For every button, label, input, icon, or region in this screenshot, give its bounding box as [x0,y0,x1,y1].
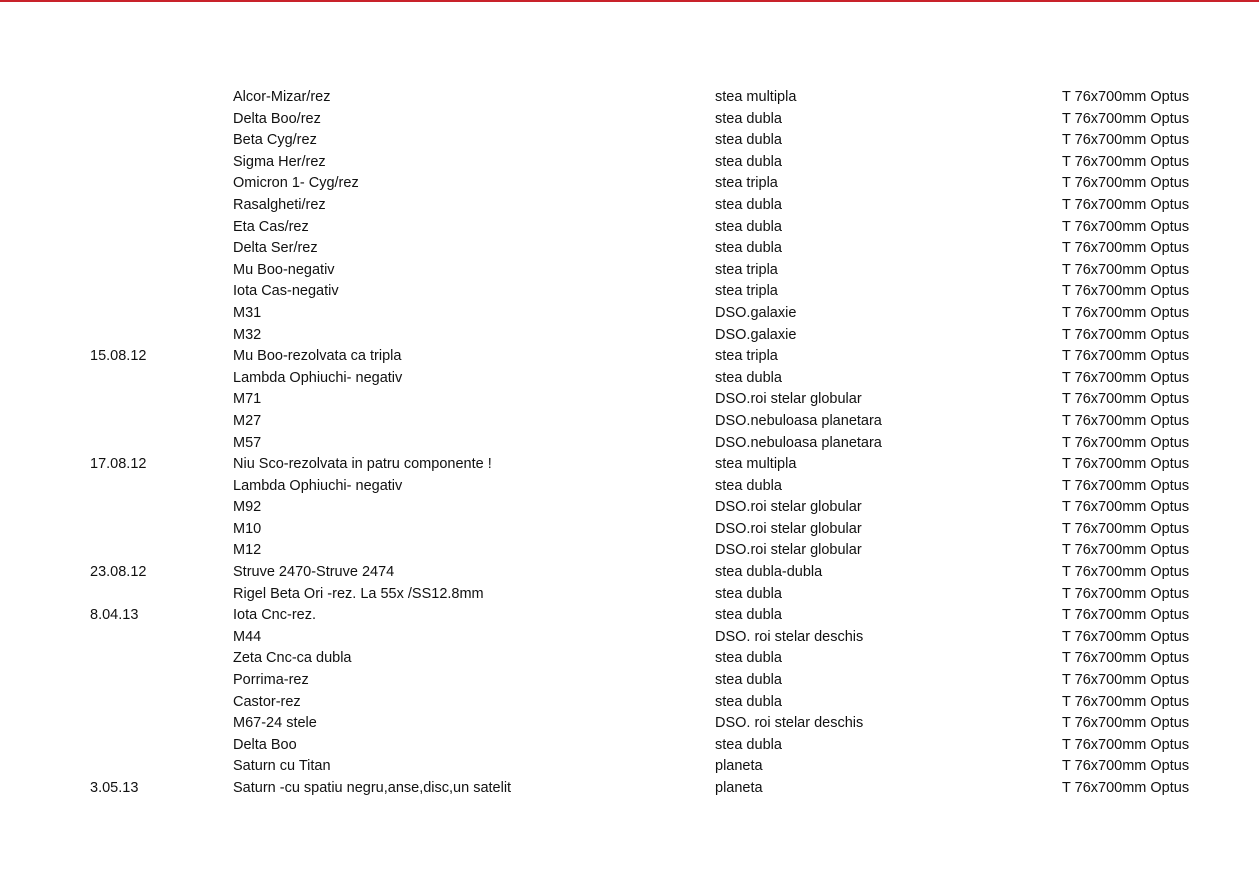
object-cell: Delta Boo/rez [233,110,321,127]
table-row [0,562,1259,584]
table-row [0,627,1259,649]
object-cell: Lambda Ophiuchi- negativ [233,369,403,386]
type-cell: stea tripla [715,175,778,192]
table-row [0,670,1259,692]
instrument-cell: T 76x700mm Optus [1062,218,1190,235]
object-cell: Omicron 1- Cyg/rez [233,175,359,192]
object-cell: Rigel Beta Ori -rez. La 55x /SS12.8mm [233,585,484,602]
table-row [0,476,1259,498]
top-border-line [0,0,1259,2]
table-row [0,152,1259,174]
table-row [0,368,1259,390]
type-cell: DSO.roi stelar globular [715,391,862,408]
type-cell: DSO. roi stelar deschis [715,715,864,732]
type-cell: planeta [715,758,763,775]
object-cell: Eta Cas/rez [233,218,309,235]
date-cell: 17.08.12 [90,456,147,473]
object-cell: Saturn -cu spatiu negru,anse,disc,un satelit [233,780,512,796]
instrument-cell: T 76x700mm Optus [1062,304,1190,321]
object-cell: Iota Cnc-rez. [233,607,316,624]
type-cell: DSO.galaxie [715,326,797,343]
instrument-cell: T 76x700mm Optus [1062,175,1190,192]
instrument-cell: T 76x700mm Optus [1062,326,1190,343]
type-cell: stea dubla [715,218,782,235]
table-row [0,87,1259,109]
instrument-cell: T 76x700mm Optus [1062,391,1190,408]
instrument-cell: T 76x700mm Optus [1062,153,1190,170]
object-cell: Struve 2470-Struve 2474 [233,564,395,581]
type-cell: stea multipla [715,89,797,105]
type-cell: stea dubla [715,240,782,257]
instrument-cell: T 76x700mm Optus [1062,585,1190,602]
instrument-cell: T 76x700mm Optus [1062,434,1190,451]
instrument-cell: T 76x700mm Optus [1062,780,1190,796]
type-cell: stea dubla [715,132,782,149]
table-row [0,109,1259,131]
object-cell: M71 [233,391,262,408]
instrument-cell: T 76x700mm Optus [1062,261,1190,278]
instrument-cell: T 76x700mm Optus [1062,758,1190,775]
object-cell: M57 [233,434,262,451]
object-cell: Beta Cyg/rez [233,132,317,149]
table-row [0,540,1259,562]
object-cell: Mu Boo-negativ [233,261,335,278]
object-cell: Rasalgheti/rez [233,196,326,213]
instrument-cell: T 76x700mm Optus [1062,89,1190,105]
type-cell: stea tripla [715,348,778,365]
type-cell: DSO.galaxie [715,304,797,321]
instrument-cell: T 76x700mm Optus [1062,542,1190,559]
object-cell: Saturn cu Titan [233,758,331,775]
instrument-cell: T 76x700mm Optus [1062,607,1190,624]
table-row [0,303,1259,325]
instrument-cell: T 76x700mm Optus [1062,240,1190,257]
type-cell: stea dubla [715,110,782,127]
type-cell: stea dubla [715,153,782,170]
type-cell: DSO.nebuloasa planetara [715,412,882,429]
object-cell: M92 [233,499,262,516]
instrument-cell: T 76x700mm Optus [1062,477,1190,494]
type-cell: stea dubla [715,196,782,213]
object-cell: Alcor-Mizar/rez [233,89,331,105]
object-cell: Niu Sco-rezolvata in patru componente ! [233,456,492,473]
table-row [0,195,1259,217]
instrument-cell: T 76x700mm Optus [1062,369,1190,386]
instrument-cell: T 76x700mm Optus [1062,564,1190,581]
object-cell: Delta Boo [233,736,297,753]
object-cell: M27 [233,412,262,429]
object-cell: M31 [233,304,262,321]
object-cell: M44 [233,628,262,645]
instrument-cell: T 76x700mm Optus [1062,196,1190,213]
type-cell: planeta [715,780,763,796]
object-cell: M12 [233,542,262,559]
type-cell: DSO. roi stelar deschis [715,628,864,645]
instrument-cell: T 76x700mm Optus [1062,456,1190,473]
table-row [0,281,1259,303]
type-cell: stea dubla [715,650,782,667]
table-row [0,325,1259,347]
table-row [0,519,1259,541]
object-cell: Mu Boo-rezolvata ca tripla [233,348,402,365]
table-row [0,713,1259,735]
type-cell: DSO.roi stelar globular [715,499,862,516]
table-row [0,497,1259,519]
type-cell: stea dubla [715,672,782,689]
type-cell: stea dubla [715,736,782,753]
table-row [0,217,1259,239]
instrument-cell: T 76x700mm Optus [1062,693,1190,710]
type-cell: stea dubla [715,607,782,624]
object-cell: M67-24 stele [233,715,317,732]
table-row [0,238,1259,260]
type-cell: DSO.roi stelar globular [715,520,862,537]
type-cell: stea dubla [715,477,782,494]
type-cell: DSO.nebuloasa planetara [715,434,882,451]
instrument-cell: T 76x700mm Optus [1062,736,1190,753]
instrument-cell: T 76x700mm Optus [1062,110,1190,127]
table-row [0,389,1259,411]
table-row [0,346,1259,368]
instrument-cell: T 76x700mm Optus [1062,412,1190,429]
object-cell: M10 [233,520,262,537]
instrument-cell: T 76x700mm Optus [1062,672,1190,689]
instrument-cell: T 76x700mm Optus [1062,132,1190,149]
observation-log-table [0,87,1259,800]
table-row [0,584,1259,606]
table-row [0,778,1259,800]
object-cell: M32 [233,326,262,343]
instrument-cell: T 76x700mm Optus [1062,348,1190,365]
instrument-cell: T 76x700mm Optus [1062,283,1190,300]
instrument-cell: T 76x700mm Optus [1062,499,1190,516]
object-cell: Zeta Cnc-ca dubla [233,650,352,667]
object-cell: Iota Cas-negativ [233,283,339,300]
date-cell: 8.04.13 [90,607,139,624]
table-row [0,130,1259,152]
type-cell: stea tripla [715,283,778,300]
table-row [0,648,1259,670]
date-cell: 15.08.12 [90,348,147,365]
instrument-cell: T 76x700mm Optus [1062,628,1190,645]
type-cell: stea dubla-dubla [715,564,823,581]
object-cell: Porrima-rez [233,672,309,689]
table-row [0,411,1259,433]
date-cell: 3.05.13 [90,780,139,796]
instrument-cell: T 76x700mm Optus [1062,650,1190,667]
object-cell: Sigma Her/rez [233,153,326,170]
instrument-cell: T 76x700mm Optus [1062,715,1190,732]
type-cell: stea dubla [715,369,782,386]
table-row [0,260,1259,282]
table-row [0,173,1259,195]
date-cell: 23.08.12 [90,564,147,581]
table-row [0,735,1259,757]
type-cell: DSO.roi stelar globular [715,542,862,559]
type-cell: stea dubla [715,693,782,710]
type-cell: stea multipla [715,456,797,473]
type-cell: stea dubla [715,585,782,602]
object-cell: Lambda Ophiuchi- negativ [233,477,403,494]
instrument-cell: T 76x700mm Optus [1062,520,1190,537]
table-row [0,756,1259,778]
object-cell: Castor-rez [233,693,301,710]
type-cell: stea tripla [715,261,778,278]
table-row [0,605,1259,627]
table-row [0,692,1259,714]
table-row [0,454,1259,476]
table-row [0,433,1259,455]
object-cell: Delta Ser/rez [233,240,318,257]
